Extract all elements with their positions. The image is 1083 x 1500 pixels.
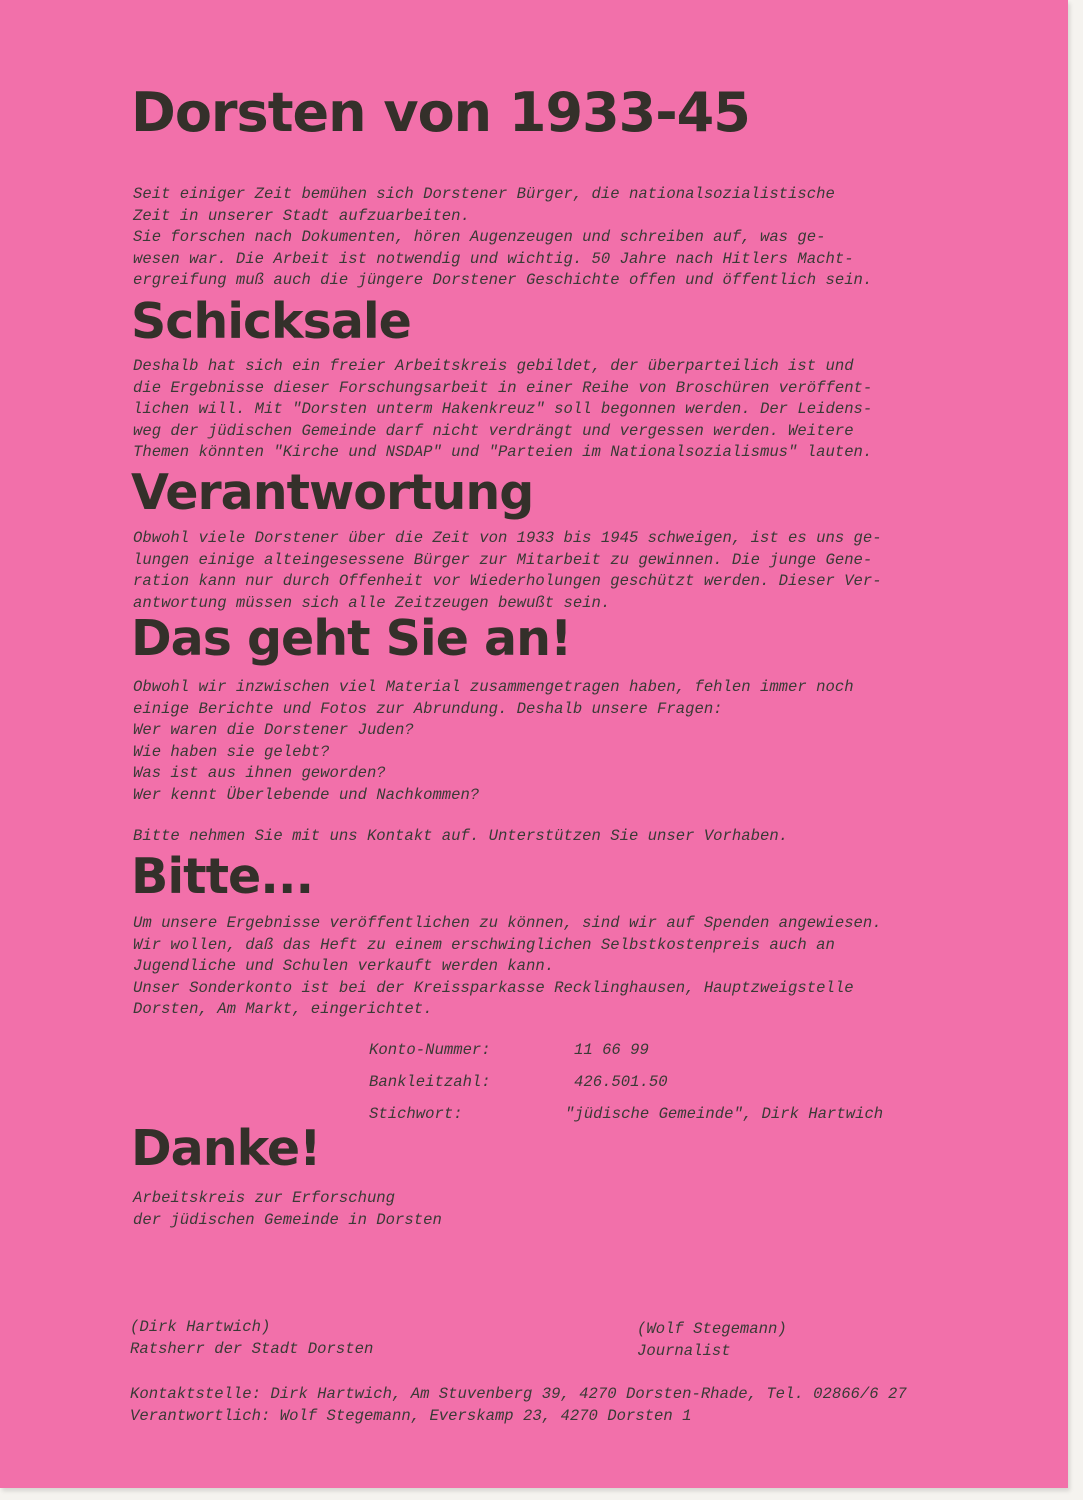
stichwort-label: Stichwort:: [369, 1105, 463, 1123]
stichwort-value: "jüdische Gemeinde", Dirk Hartwich: [565, 1105, 884, 1123]
heading-bitte: Bitte...: [131, 848, 314, 905]
konto-value: 11 66 99: [574, 1041, 649, 1059]
text-line: antwortung müssen sich alle Zeitzeugen bewußt sein.: [133, 593, 611, 612]
konto-label: Konto-Nummer:: [369, 1041, 491, 1059]
heading-schicksale: Schicksale: [131, 293, 411, 350]
question-line: Wie haben sie gelebt?: [133, 742, 330, 761]
text-line: lungen einige alteingesessene Bürger zur Mitarbeit zu gewinnen. Die junge Gene-: [133, 550, 873, 569]
signer-name: (Wolf Stegemann): [637, 1320, 787, 1338]
text-line: ration kann nur durch Offenheit vor Wiederholungen geschützt werden. Dieser Ver-: [133, 572, 882, 591]
text-line: Themen könnten "Kirche und NSDAP" und "Parteien im Nationalsozialismus" lauten.: [133, 443, 873, 462]
signer-role: Ratsherr der Stadt Dorsten: [130, 1340, 374, 1358]
signer-name: (Dirk Hartwich): [130, 1318, 271, 1336]
text-line: die Ergebnisse dieser Forschungsarbeit in einer Reihe von Broschüren veröffent-: [133, 378, 873, 397]
heading-das-geht-sie-an: Das geht Sie an!: [131, 610, 572, 667]
signature-left: [130, 1316, 373, 1360]
verantwortlich-line: Verantwortlich: Wolf Stegemann, Everskamp 23, 4270 Dorsten 1: [130, 1407, 692, 1425]
text-line: Unser Sonderkonto ist bei der Kreissparkasse Recklinghausen, Hauptzweigstelle: [133, 978, 854, 997]
text-line: ergreifung muß auch die jüngere Dorstener Geschichte offen und öffentlich sein.: [133, 271, 873, 290]
question-line: Wer waren die Dorstener Juden?: [133, 721, 414, 740]
text-line: Zeit in unserer Stadt aufzuarbeiten.: [133, 206, 470, 225]
text-line: wesen war. Die Arbeit ist notwendig und wichtig. 50 Jahre nach Hitlers Macht-: [133, 249, 854, 268]
text-line: der jüdischen Gemeinde in Dorsten: [133, 1210, 442, 1229]
paragraph-schicksale: [133, 356, 872, 464]
paragraph-verantwortung: [133, 528, 882, 614]
text-line: einige Berichte und Fotos zur Abrundung. Deshalb unsere Fragen:: [133, 699, 723, 718]
kontaktstelle-line: Kontaktstelle: Dirk Hartwich, Am Stuvenberg 39, 4270 Dorsten-Rhade, Tel. 02866/6 27: [130, 1385, 907, 1403]
paragraph-das-geht-sie-an: [133, 677, 854, 807]
organisation-name: [133, 1188, 442, 1231]
text-line: Dorsten, Am Markt, eingerichtet.: [133, 1000, 433, 1019]
blz-label: Bankleitzahl:: [369, 1073, 491, 1091]
signer-role: Journalist: [637, 1342, 731, 1360]
signature-right: [637, 1318, 787, 1362]
text-line: Sie forschen nach Dokumenten, hören Augenzeugen und schreiben auf, was ge-: [133, 228, 826, 247]
text-line: Deshalb hat sich ein freier Arbeitskreis gebildet, der überparteilich ist und: [133, 357, 854, 375]
text-line: Bitte nehmen Sie mit uns Kontakt auf. Unterstützen Sie unser Vorhaben.: [133, 827, 789, 845]
heading-danke: Danke!: [131, 1120, 321, 1177]
footer-contact: [130, 1383, 907, 1427]
text-line: weg der jüdischen Gemeinde darf nicht verdrängt und vergessen werden. Weitere: [133, 421, 854, 440]
text-line: lichen will. Mit "Dorsten unterm Hakenkreuz" soll begonnen werden. Der Leidens-: [133, 400, 873, 419]
text-line: Um unsere Ergebnisse veröffentlichen zu können, sind wir auf Spenden angewiesen.: [133, 914, 882, 932]
question-line: Wer kennt Überlebende und Nachkommen?: [133, 785, 480, 804]
text-line: Arbeitskreis zur Erforschung: [133, 1189, 396, 1207]
heading-verantwortung: Verantwortung: [131, 464, 534, 521]
text-line: Obwohl wir inzwischen viel Material zusammengetragen haben, fehlen immer noch: [133, 678, 854, 696]
paragraph-bitte: [133, 913, 882, 1021]
text-line: Jugendliche und Schulen verkauft werden kann.: [133, 957, 555, 976]
intro-paragraph: [133, 184, 872, 292]
text-line: Seit einiger Zeit bemühen sich Dorstener Bürger, die nationalsozialistische: [133, 185, 835, 203]
text-line: Obwohl viele Dorstener über die Zeit von 1933 bis 1945 schweigen, ist es uns ge-: [133, 529, 882, 547]
contact-request: [133, 826, 788, 848]
page-title: Dorsten von 1933-45: [131, 81, 750, 144]
question-line: Was ist aus ihnen geworden?: [133, 764, 386, 783]
text-line: Wir wollen, daß das Heft zu einem erschwinglichen Selbstkostenpreis auch an: [133, 935, 835, 954]
blz-value: 426.501.50: [574, 1073, 668, 1091]
